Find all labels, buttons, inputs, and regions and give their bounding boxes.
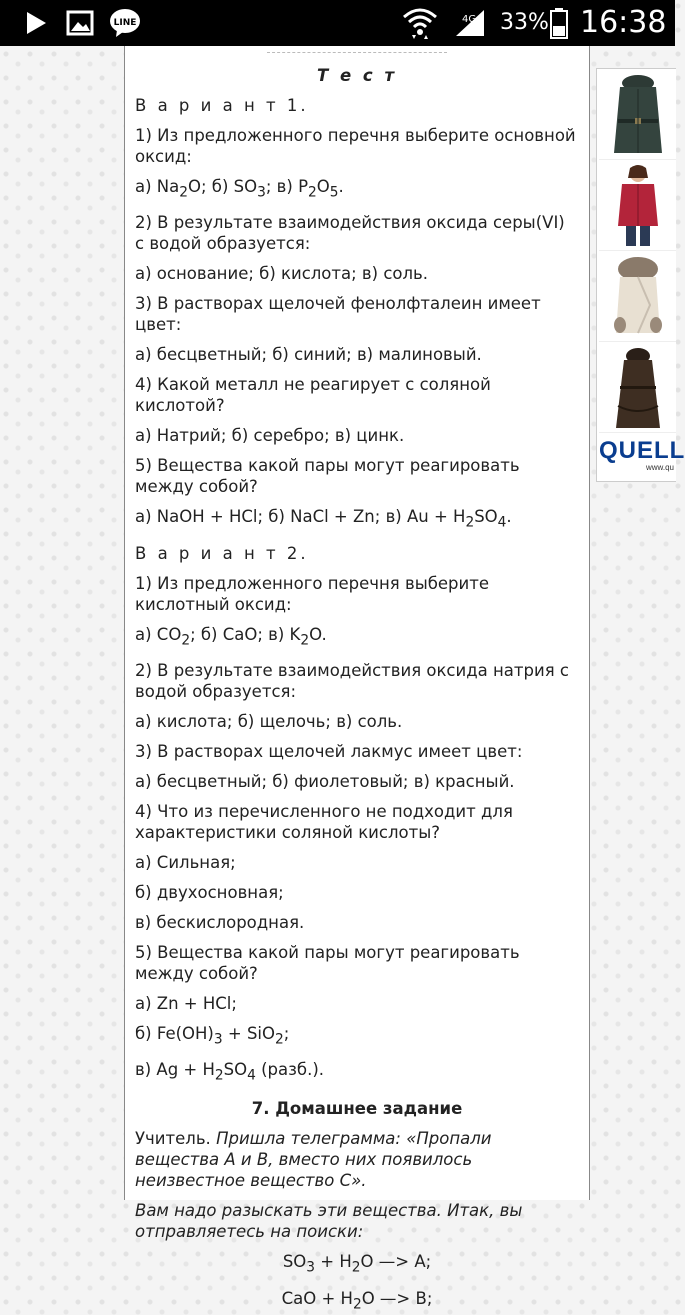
v2-answer-4b: б) двухосновная; bbox=[135, 882, 284, 902]
svg-text:LINE: LINE bbox=[113, 18, 137, 28]
ad-brand-url: www.qu bbox=[645, 463, 674, 472]
cropped-text-fragment bbox=[267, 46, 447, 53]
clock: 16:38 bbox=[580, 5, 667, 40]
homework-teacher-line bbox=[135, 1128, 579, 1191]
v2-answer-5c: в) $Ag + H_2SO_4$ (разб.). bbox=[135, 1060, 325, 1084]
v2-answer-1: а) $CO_2$; б) CaO; в) $K_2O$. bbox=[135, 624, 327, 648]
ad-red-jacket[interactable] bbox=[599, 162, 676, 251]
ad-brand-name: QUELL bbox=[599, 437, 685, 464]
v2-answer-5b: б) $Fe(OH)_3 + SiO_2$; bbox=[135, 1023, 290, 1048]
v1-answer-4: а) Натрий; б) серебро; в) цинк. bbox=[135, 426, 405, 446]
equation-2: CaO + $H_2O$ —> B; bbox=[281, 1288, 433, 1313]
v1-question-4: 4) Какой металл не реагирует с соляной кислотой? bbox=[135, 375, 491, 416]
v2-question-1: 1) Из предложенного перечня выберите кислотный оксид: bbox=[135, 573, 490, 614]
gallery-icon bbox=[64, 0, 96, 46]
v2-answer-4c: в) бескислородная. bbox=[135, 912, 305, 932]
telegram-text: Пришла телеграмма: «Пропали вещества А и В, вместо них появилось неизвестное вещество С». bbox=[135, 1129, 492, 1191]
svg-text:4G: 4G bbox=[462, 14, 477, 25]
line-app-icon bbox=[108, 0, 142, 46]
v2-answer-3: а) бесцветный; б) фиолетовый; в) красный. bbox=[135, 771, 515, 791]
v2-answer-2: а) кислота; б) щелочь; в) соль. bbox=[135, 711, 403, 731]
status-bar bbox=[0, 0, 675, 46]
ad-beige-fur-coat[interactable] bbox=[599, 253, 676, 342]
v1-question-3: 3) В растворах щелочей фенолфталеин имеет цвет: bbox=[135, 294, 541, 335]
v2-answer-4a: а) Сильная; bbox=[135, 852, 236, 872]
teacher-label: Учитель. bbox=[135, 1129, 211, 1149]
wifi-icon bbox=[400, 0, 440, 46]
variant-1-header: В а р и а н т 1. bbox=[135, 96, 309, 115]
battery-percent: 33% bbox=[500, 10, 549, 35]
equation-1: $SO_3 + H_2O$ —> A; bbox=[282, 1252, 432, 1276]
v1-answer-1: а) $Na_2O$; б) $SO_3$; в) $P_2O_5$. bbox=[135, 177, 344, 201]
v1-answer-2: а) основание; б) кислота; в) соль. bbox=[135, 264, 429, 284]
v2-question-3: 3) В растворах щелочей лакмус имеет цвет: bbox=[135, 741, 523, 761]
ad-dark-green-jacket[interactable] bbox=[599, 71, 676, 160]
battery-icon bbox=[548, 0, 570, 46]
v1-answer-3: а) бесцветный; б) синий; в) малиновый. bbox=[135, 345, 482, 365]
variant-2-header: В а р и а н т 2. bbox=[135, 543, 309, 563]
test-title: Т е с т bbox=[316, 66, 398, 85]
play-icon bbox=[22, 0, 50, 46]
v2-question-2: 2) В результате взаимодействия оксида натрия с водой образуется: bbox=[135, 660, 569, 701]
ad-brand-logo[interactable] bbox=[599, 437, 685, 479]
homework-title: 7. Домашнее задание bbox=[251, 1099, 463, 1119]
homework-search-text: Вам надо разыскать эти вещества. Итак, вы отправляетесь на поиски: bbox=[135, 1201, 523, 1242]
ad-brown-leather-coat[interactable] bbox=[599, 344, 676, 433]
signal-icon bbox=[450, 0, 490, 46]
v1-question-1: 1) Из предложенного перечня выберите основной оксид: bbox=[135, 126, 576, 166]
v1-answer-5: а) NaOH + HCl; б) NaCl + Zn; в) $Au + H_2SO_4$. bbox=[135, 507, 512, 531]
v1-question-5: 5) Вещества какой пары могут реагировать между собой? bbox=[135, 456, 520, 497]
document-content bbox=[125, 65, 589, 1315]
ad-banner[interactable] bbox=[596, 68, 685, 482]
v2-question-5: 5) Вещества какой пары могут реагировать между собой? bbox=[135, 942, 520, 983]
document-page[interactable] bbox=[124, 46, 590, 1313]
v2-question-4: 4) Что из перечисленного не подходит для характеристики соляной кислоты? bbox=[135, 801, 513, 842]
v1-question-2: 2) В результате взаимодействия оксида серы(VI) с водой образуется: bbox=[135, 213, 565, 254]
v2-answer-5a: а) Zn + HCl; bbox=[135, 993, 237, 1013]
